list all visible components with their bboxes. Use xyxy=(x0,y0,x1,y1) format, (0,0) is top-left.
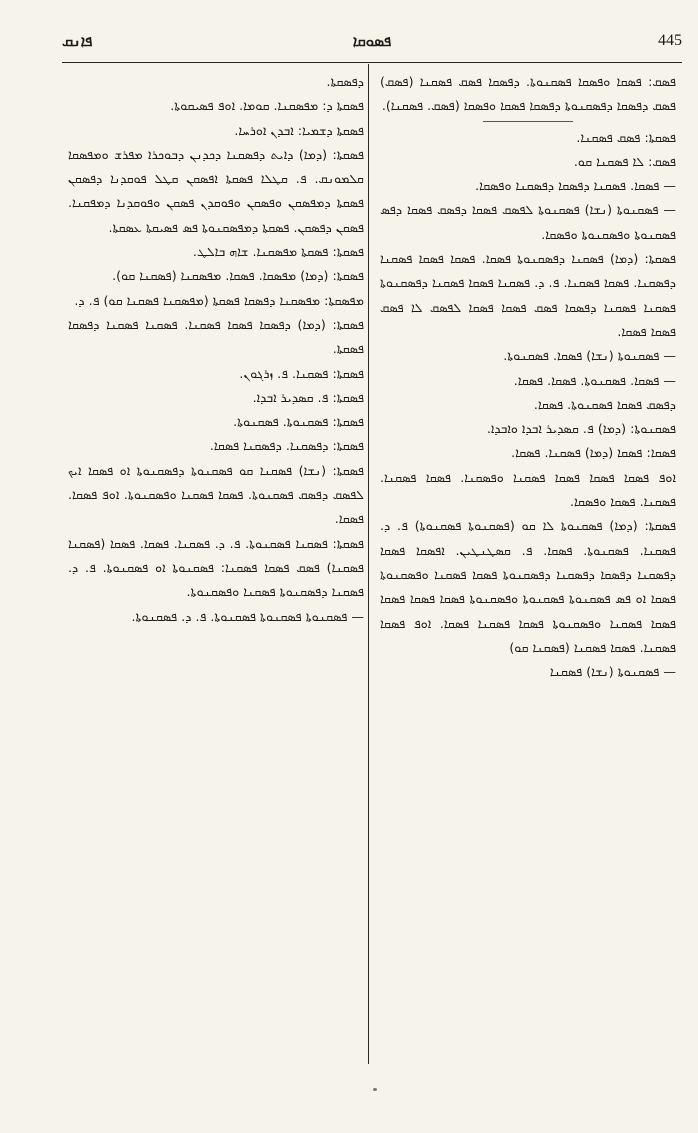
entry-separator xyxy=(483,121,573,122)
dictionary-entry: — ܦܣܩܢܘܬܐ ܦܣܩܢܘܬܐ ܦܣܩܢܘܬܐ. ܦ. ܕ. ܦܣܩܢܘܬܐ. xyxy=(131,608,364,624)
dictionary-entry: ܦܣܩܬܐ: (ܕܡܐ) ܕܐܝܬ ܕܦܣܩܢܐ ܕܟܕܢܢ ܕܒܘܟܪܐ ܡܦܪܫ ܘܡܦܣܩܐ ܩܠܡܘܢܩ. ܦ. ܩܛܠܐ ܦܣܩܬܐ ܐܦܣܩܢ ܩܛܠ ܦܘܩܕܢܐ ܕܦܣܩܢ ܦܣܩܬܐ ܕܡܦܣܩܢ ܘܦܣܩܢ ܘܦܘܩܕܢ ܦܣܩܢ ܘܦܘܩܕܢܐ ܕܡܦܩܢܐ. ܦܣܩܢ ܕܦܣܩܢ. ܦܣܩܬܐ ܕܡܦܣܩܢܘܬܐ ܦܣ ܦܣܝܩܬܐ ܥܣܩܬܐ. xyxy=(68,146,364,235)
dictionary-entry: ܦܣܩܬܐ: (ܢܫܐ) ܦܣܩܢܐ ܩܘ ܦܣܩܢܘܬܐ ܕܦܣܩܢܘܬܐ ܐܘ ܦܣܩܐ ܐܝܟ ܠܦܣܩ ܕܦܣܩ ܦܣܩܢܘܬܐ. ܦܣܩܐ ܦܣܩܢܐ ܘܦܣܩܢܘܬܐ. ܐܘܦ ܦܣܩܐ. ܦܣܩܐ. xyxy=(68,462,364,527)
dictionary-entry: — ܦܣܩܐ. ܦܣܩܢܘܬܐ. ܦܣܩܐ. ܦܣܩܐ. xyxy=(513,372,676,388)
page-number: 445 xyxy=(658,32,682,49)
dictionary-entry: ܕܦܣܩܬܐ. xyxy=(326,74,364,89)
dictionary-entry: ܦܣܩܬܐ: (ܕܡܐ) ܦܣܩܢܐ ܕܦܣܩܢܘܬܐ ܦܣܩܐ. ܦܣܩܐ ܦܣܩܐ ܦܣܩܢܐ ܕܦܣܩܢܐ. ܦܣܩܐ ܦܣܩܢܐ. ܦ. ܕ. ܦܣܩܢܐ ܦܣܩܐ ܦܣܩܢܐ ܕܦܣܩܢܘܬܐ ܦܣܩܢܐ ܦܣܩܢܐ ܕܦܣܩܐ ܦܣܩ ܦܣܩܐ ܦܣܩܐ ܠܦܣܩ ܠܐ ܦܣܩ ܦܣܩܐ ܦܣܩܐ. xyxy=(380,251,676,339)
dictionary-entry: ܦܣܩܬܐ: ܦܣܩܢܐ. ܦ. ܙܪܓܘܢ. xyxy=(239,365,364,381)
right-column xyxy=(380,70,676,1060)
dictionary-entry: — ܦܣܩܢܘܬܐ (ܢܫܐ) ܦܣܩܐ. ܦܣܩܢܘܬܐ. xyxy=(503,348,676,364)
dictionary-entry: ܐܘܦ ܦܣܩܐ ܦܣܩܐ ܦܣܩܐ ܦܣܩܢܐ ܘܦܣܩܢܐ. ܦܣܩܐ ܦܣܩܢܐ. ܦܣܩܢܐ. ܦܣܩܐ ܘܦܣܩܐ. xyxy=(380,469,676,510)
dictionary-entry: ܦܣܩ: ܠܐ ܦܣܩܢܐ ܩܘ. xyxy=(573,153,676,169)
dictionary-entry: ܕܦܣܩ ܦܣܩܐ ܦܣܩܢܘܬܐ. ܦܣܩܐ. xyxy=(533,396,676,412)
dictionary-entry: ܦܣܩܬܐ: (ܕܡܐ) ܡܦܣܩܐ. ܦܣܩܐ. ܡܦܣܩܢܐ (ܦܣܩܢܐ ܩܘ). xyxy=(112,268,364,284)
left-column xyxy=(68,70,364,1060)
dictionary-entry: ܡܦܣܩܬܐ: ܡܦܣܩܢܐ ܕܦܣܩܐ ܦܣܩܬܐ (ܡܦܣܩܢܐ ܦܣܩܢܐ ܩܘ) ܦ. ܕ. xyxy=(74,292,364,308)
dictionary-entry: — ܦܣܩܢܘܬܐ (ܢܫܐ) ܦܣܩܢܘܬܐ ܠܦܣܩ ܦܣܩܐ ܕܦܣܩ ܦܣܩܐ ܕܦܣ ܦܣܩܢܘܬܐ ܘܦܣܩܢܘܬܐ ܘܦܣܩܐ. xyxy=(380,202,676,242)
dictionary-entry: ܦܣܩܬܐ: (ܕܡܐ) ܕܦܣܩܐ ܦܣܩܐ ܦܣܩܢܐ. ܦܣܩܢܐ ܦܣܩܢܐ ܕܦܣܩܐ ܦܣܩܬܐ. xyxy=(68,316,364,357)
dictionary-entry: ܦܣܩ: ܦܣܩܐ ܘܦܣܩܐ ܦܣܩܢܘܬܐ. ܕܦܣܩܐ ܦܣܩ ܦܣܩܢܐ (ܦܣܩ) ܦܣܩ ܕܦܣܩܐ ܕܦܣܩܢܘܬܐ ܕܦܣܩܐ ܦܣܩܐ ܘܦܣܩܐ (ܦܣܩ. ܦܣܩܢܐ). xyxy=(380,74,676,114)
page-header xyxy=(62,30,682,56)
column-divider xyxy=(368,64,369,1064)
dictionary-entry: ܦܣܩܬܐ ܕ: ܡܦܣܩܢܐ. ܩܘܡܐ. ܐܘܦ ܦܣܝܩܘܬܐ. xyxy=(170,98,364,114)
header-left-catchword: ܦܐܢܩ xyxy=(62,32,93,50)
header-title: ܦܣܘܩܐ xyxy=(352,32,392,50)
page-speck xyxy=(373,1088,377,1091)
dictionary-entry: ܦܣܩܬܐ: ܦ. ܩܣܕܝܪ ܐܒܕܐ. xyxy=(252,389,364,405)
dictionary-entry: ܦܣܩܬܐ: ܦܣܩܢܘܬܐ. ܦܣܩܢܘܬܐ. xyxy=(233,414,364,430)
dictionary-entry: — ܦܣܩܐ. ܦܣܩܢܐ ܕܦܣܩܐ ܕܦܣܩܢܐ ܘܦܣܩܐ. xyxy=(475,178,676,194)
dictionary-entry: ܦܣܩܬܐ: ܕܦܣܩܢܐ. ܕܦܣܩܢܐ ܦܣܩܐ. xyxy=(209,438,364,454)
header-rule xyxy=(62,62,682,63)
dictionary-entry: ܦܣܩܬܐ: (ܕܡܐ) ܦܣܩܢܘܬܐ ܠܐ ܩܘ (ܦܣܩܢܘܬܐ ܦܣܩܢܘܬܐ) ܦ. ܕ. ܦܣܩܢܐ. ܦܣܩܢܘܬܐ. ܦܣܩܐ. ܦ. ܩܣܛܢܛܝܢ. ܐܦܣܩܐ ܦܣܩܐ ܕܦܣܩܢܐ ܕܦܣܩܐ ܕܦܣܩܢܐ ܕܦܣܩܢܘܬܐ ܦܣܩܐ ܦܣܩܢܐ ܘܦܣܩܢܘܬܐ ܦܣܩܐ ܐܘ ܦܣ ܦܣܩܢܘܬܐ ܦܣܩܢܘܬܐ ܘܦܣܩܢܘܬܐ ܦܣܩܐ ܦܣܩܐ ܦܣܩܐ ܦܣܩܐ ܦܣܩܢܐ ܘܦܣܩܢܘܬܐ ܦܣܩܐ ܦܣܩܢܐ ܦܣܩܐ. ܐܘܦ ܦܣܩܐ ܦܣܩܢܐ. ܦܣܩܐ ܦܣܩܢܐ (ܦܣܩܢܐ ܩܘ) xyxy=(380,518,676,655)
dictionary-entry: ܦܣܩܢܘܬܐ: (ܕܡܐ) ܦ. ܩܣܕܝܪ ܐܒܕܐ ܘܐܒܕܐ. xyxy=(486,421,676,437)
dictionary-entry: ܦܣܩܬܐ: ܦܣܩܬܐ ܡܦܣܩܢܐ. ܫܐܗ ܒܐܠܛ. xyxy=(192,244,364,260)
dictionary-entry: — ܦܣܩܢܘܬܐ (ܢܫܐ) ܦܣܩܢܐ xyxy=(549,664,676,680)
dictionary-entry: ܦܣܩܬܐ: ܦܣܩܢܐ ܦܣܩܢܘܬܐ. ܦ. ܕ. ܦܣܩܢܐ. ܦܣܩܐ. ܦܣܩܐ (ܦܣܩܢܐ ܦܣܩܢܐ) ܦܣܩ ܦܣܩܐ ܦܣܩܢܐ: ܦܣܩܢܘܬܐ ܐܘ ܦܣܩܢܘܬܐ. ܦ. ܕ. ܦܣܩܢܐ ܕܦܣܩܢܘܬܐ ܦܣܩܢܐ ܘܦܣܩܢܘܬܐ. xyxy=(68,535,364,600)
dictionary-entry: ܦܣܩܐ: ܦܣܩܐ (ܕܡܐ) ܦܣܩܢܐ. ܦܣܩܐ. xyxy=(511,445,676,461)
dictionary-entry: ܦܣܩܬܐ ܕܫܡܝܐ: ܐܒܕܢ ܐܘܪܚܐ. xyxy=(234,122,364,138)
dictionary-entry: ܦܣܩܬܐ: ܦܣܩ ܦܣܩܢܐ. xyxy=(576,129,676,145)
